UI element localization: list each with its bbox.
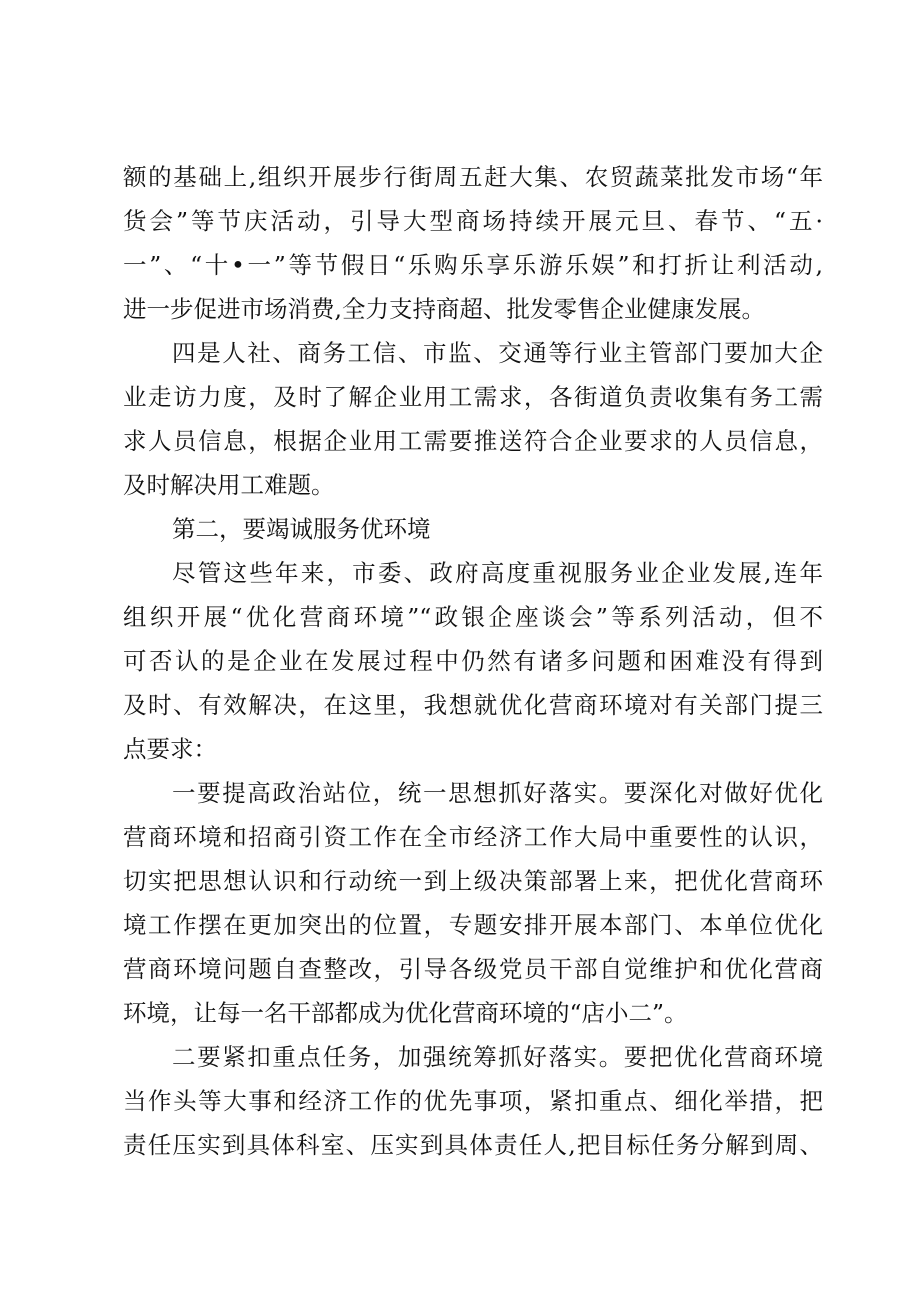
- text-line: 环境，让每一名干部都成为优化营商环境的“店小二”。: [123, 999, 688, 1027]
- text-line: 点要求：: [123, 735, 217, 763]
- text-line: 切实把思想认识和行动统一到上级决策部署上来，把优化营商环: [123, 867, 823, 895]
- paragraph-start-line: 一要提高政治站位，统一思想抓好落实。要深化对做好优化: [172, 779, 823, 807]
- text-line: 货会”等节庆活动，引导大型商场持续开展元旦、春节、“五·: [123, 207, 823, 235]
- text-line: 求人员信息，根据企业用工需要推送符合企业要求的人员信息，: [123, 427, 823, 455]
- text-line: 当作头等大事和经济工作的优先事项，紧扣重点、细化举措，把: [123, 1087, 823, 1115]
- text-line: 营商环境问题自查整改，引导各级党员干部自觉维护和优化营商: [123, 955, 823, 983]
- text-line: 业走访力度，及时了解企业用工需求，各街道负责收集有务工需: [123, 383, 823, 411]
- text-line: 境工作摆在更加突出的位置，专题安排开展本部门、本单位优化: [123, 911, 823, 939]
- text-line: 责任压实到具体科室、压实到具体责任人,把目标任务分解到周、: [123, 1131, 823, 1159]
- paragraph-start-line: 二要紧扣重点任务，加强统筹抓好落实。要把优化营商环境: [172, 1043, 823, 1071]
- text-line: 额的基础上,组织开展步行街周五赶大集、农贸蔬菜批发市场“年: [123, 163, 823, 191]
- paragraph-start-line: 四是人社、商务工信、市监、交通等行业主管部门要加大企: [172, 339, 823, 367]
- text-line: 可否认的是企业在发展过程中仍然有诸多问题和困难没有得到: [123, 647, 823, 675]
- text-line: 营商环境和招商引资工作在全市经济工作大局中重要性的认识，: [123, 823, 823, 851]
- text-line: 及时、有效解决，在这里，我想就优化营商环境对有关部门提三: [123, 691, 823, 719]
- section-heading: 第二，要竭诚服务优环境: [172, 515, 431, 543]
- paragraph-start-line: 尽管这些年来，市委、政府高度重视服务业企业发展,连年: [172, 559, 823, 587]
- text-line: 及时解决用工难题。: [123, 471, 335, 499]
- text-line: 组织开展“优化营商环境”“政银企座谈会”等系列活动，但不: [123, 603, 823, 631]
- text-line: 进一步促进市场消费,全力支持商超、批发零售企业健康发展。: [123, 295, 765, 323]
- text-line: 一”、“十•一”等节假日“乐购乐享乐游乐娱”和打折让利活动,: [123, 251, 823, 279]
